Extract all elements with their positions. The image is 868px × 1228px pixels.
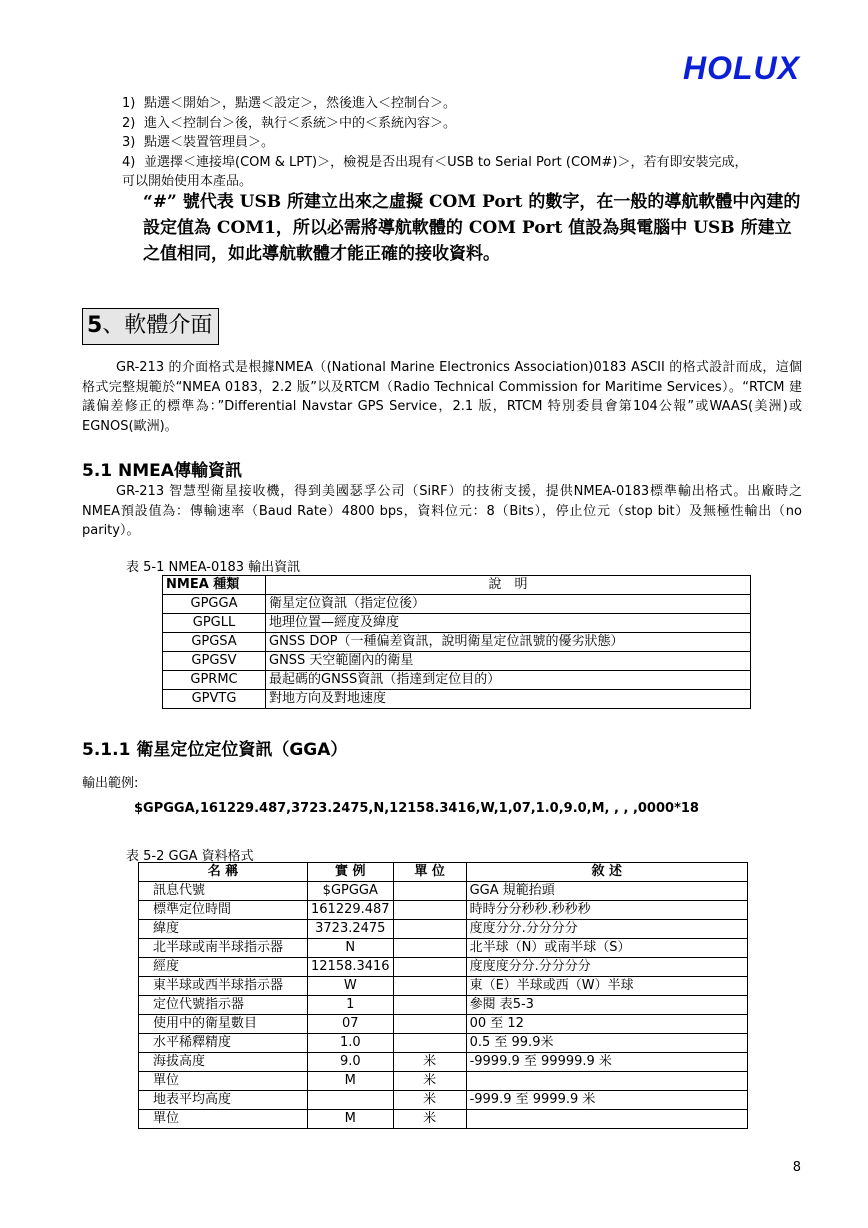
step-item: 3) 點選＜裝置管理員＞。 xyxy=(122,135,275,150)
table-row: 定位代號指示器 1 參閱 表5-3 xyxy=(139,996,748,1015)
table-row: 地表平均高度 米 -999.9 至 9999.9 米 xyxy=(139,1091,748,1110)
gga-format-table xyxy=(138,862,748,1129)
table-row: 訊息代號 $GPGGA GGA 規範抬頭 xyxy=(139,882,748,901)
table-header-row: 名 稱 實 例 單 位 敘 述 xyxy=(139,863,748,882)
page-number: 8 xyxy=(792,1160,801,1175)
step-item: 1) 點選＜開始＞，點選＜設定＞，然後進入＜控制台＞。 xyxy=(122,96,457,111)
table-row: GPGGA 衛星定位資訊（指定位後） xyxy=(163,595,751,614)
section-5-heading: 5、軟體介面 xyxy=(82,308,219,345)
gga-example-sentence: $GPGGA,161229.487,3723.2475,N,12158.3416,W,1,07,1.0,9.0,M, , , ,0000*18 xyxy=(134,801,699,816)
table-row: GPVTG 對地方向及對地速度 xyxy=(163,690,751,709)
output-example-label: 輸出範例: xyxy=(82,776,139,791)
intro-paragraph: GR-213 的介面格式是根據NMEA（(National Marine Electronics Association)0183 ASCII 的格式設計而成，這個格式完整規範於“NMEA 0183，2.2 版”以及RTCM（Radio Technical Commission for Maritime Services）。“RTCM 建議偏差修正的標準為：”Differential Navstar GPS Service，2.1 版，RTCM 特別委員會第104公報”或WAAS(美洲)或EGNOS(歐洲)。 xyxy=(82,360,802,434)
table-row: 使用中的衛星數目 07 00 至 12 xyxy=(139,1015,748,1034)
table-row: 水平稀釋精度 1.0 0.5 至 99.9米 xyxy=(139,1034,748,1053)
table-row: 北半球或南半球指示器 N 北半球（N）或南半球（S） xyxy=(139,939,748,958)
step-continuation: 可以開始使用本產品。 xyxy=(122,174,253,189)
setup-steps xyxy=(122,94,812,192)
table-5-2-caption: 表 5-2 GGA 資料格式 xyxy=(126,849,254,864)
table-row: GPGSV GNSS 天空範圍內的衛星 xyxy=(163,652,751,671)
table-row: 經度 12158.3416 度度度分分.分分分分 xyxy=(139,958,748,977)
holux-logo: HOLUX xyxy=(683,50,800,86)
table-row: GPGSA GNSS DOP（一種偏差資訊，說明衛星定位訊號的優劣狀態） xyxy=(163,633,751,652)
com-port-note: “#” 號代表 USB 所建立出來之虛擬 COM Port 的數字，在一般的導航軟體中內建的設定值為 COM1，所以必需將導航軟體的 COM Port 值設為與電腦中 USB 所建立之值相同，如此導航軟體才能正確的接收資料。 xyxy=(143,192,801,264)
table-row: 單位 M 米 xyxy=(139,1072,748,1091)
step-item: 2) 進入＜控制台＞後，執行＜系統＞中的＜系統內容＞。 xyxy=(122,115,457,131)
table-row: 東半球或西半球指示器 W 東（E）半球或西（W）半球 xyxy=(139,977,748,996)
table-row: 標準定位時間 161229.487 時時分分秒秒.秒秒秒 xyxy=(139,901,748,920)
table-row: GPGLL 地理位置—經度及緯度 xyxy=(163,614,751,633)
nmea-output-table xyxy=(162,575,751,709)
table-header-row: NMEA 種類 說 明 xyxy=(163,576,751,595)
step-item: 4) 並選擇＜連接埠(COM & LPT)＞，檢視是否出現有＜USB to Serial Port (COM#)＞，若有即安裝完成， xyxy=(122,154,748,170)
table-row: 單位 M 米 xyxy=(139,1110,748,1129)
table-5-1-caption: 表 5-1 NMEA-0183 輸出資訊 xyxy=(126,560,301,575)
table-row: 緯度 3723.2475 度度分分.分分分分 xyxy=(139,920,748,939)
section-5-1-heading: 5.1 NMEA傳輸資訊 xyxy=(82,461,242,481)
table-row: 海拔高度 9.0 米 -9999.9 至 99999.9 米 xyxy=(139,1053,748,1072)
section-5-1-1-heading: 5.1.1 衛星定位定位資訊（GGA） xyxy=(82,740,348,760)
table-row: GPRMC 最起碼的GNSS資訊（指達到定位目的） xyxy=(163,671,751,690)
nmea-paragraph: GR-213 智慧型衛星接收機，得到美國瑟孚公司（SiRF）的技術支援，提供NMEA-0183標準輸出格式。出廠時之NMEA預設值為：傳輸速率（Baud Rate）4800 bps，資料位元：8（Bits），停止位元（stop bit）及無極性輸出（no parity）。 xyxy=(82,484,802,538)
